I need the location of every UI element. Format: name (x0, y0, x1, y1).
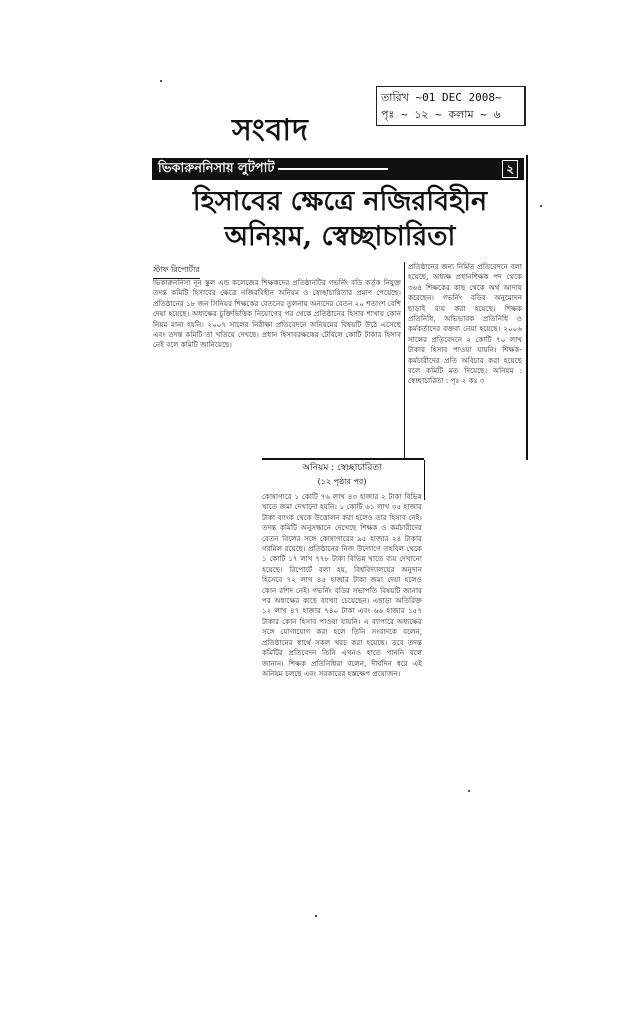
kicker-text: ভিকারুননিসায় লুটপাট (158, 161, 275, 176)
scan-speck (468, 790, 470, 792)
date-stamp (376, 86, 526, 126)
article-headline (160, 184, 520, 254)
scan-speck (315, 915, 317, 917)
continuation-body: কোষাগারে ১ কোটি ৭৬ লাখ ৪৩ হাজার ২ টাকা বিভিন্ন খাতে জমা দেখানো হয়নি। ১ কোটি ৬১ লাখ ৩৫ হাজার টাকা ব্যাংক থেকে উত্তোলন করা হলেও তার হিসাব নেই। তদন্ত কমিটি অনুসন্ধানে দেখেছে শিক্ষক ও কর্মচারীদের বেতন বিলের সঙ্গে কোষাগারের ৯৫ হাজার ২৪ টাকার গরমিল রয়েছে। প্রতিষ্ঠানের নিজ উদ্যোগে তহবিল থেকে ১ কোটি ১৭ লাখ ৭৭৮ টাকা বিভিন্ন খাতে ব্যয় দেখানো হয়েছে। রিপোর্টে বলা হয়, বিশ্ববিদ্যালয়ের অনুদান হিসেবে ৭২ লাখ ৪৫ হাজার টাকা জমা দেয়া হলেও কোন রশিদ নেই। গভর্নিং বডির সভাপতি বিষয়টি জানার পর অধ্যক্ষের কাছে ব্যাখ্যা চেয়েছেন। এছাড়া অতিরিক্ত ১২ লাখ ৪৭ হাজার ৭৪০ টাকা এবং ৬৬ হাজার ১৫৭ টাকার কোন হিসাব পাওয়া যায়নি। এ ব্যাপারে অধ্যক্ষের সঙ্গে যোগাযোগ করা হলে তিনি সংবাদকে বলেন, প্রতিষ্ঠানের স্বার্থে সকল খরচ করা হয়েছে। তবে তদন্ত কমিটির প্রতিবেদন তিনি এখনও হাতে পাননি বলে জানান। শিক্ষক প্রতিনিধিরা বলেন, দীর্ঘদিন ধরে এই অনিয়ম চলছে এবং সরকারের হস্তক্ষেপ প্রয়োজন। (262, 492, 422, 678)
continuation-title: অনিয়ম : স্বেচ্ছাচারিতা (302, 463, 382, 473)
headline-line-2: অনিয়ম, স্বেচ্ছাচারিতা (224, 221, 456, 252)
continuation-heading (262, 462, 422, 488)
kicker-number: ২ (502, 160, 518, 178)
article-column-1: ভিকারুননিসা নূন স্কুল এন্ড কলেজের শিক্ষকদের প্রতিষ্ঠানটির গভর্নিং বডি কর্তৃক নিযুক্ত তদন্ত কমিটি হিসাবের ক্ষেত্রে নজিরবিহীন অনিয়ম ও স্বেচ্ছাচারিতার প্রমাণ পেয়েছে। প্রতিষ্ঠানের ১৮ জন সিনিয়র শিক্ষকের বেতনের তুলনায় অন্যদের বেতন ২০ শতাংশ বেশি দেয়া হয়েছে। অধ্যক্ষের চুক্তিভিত্তিক নিয়োগের পর থেকে প্রতিষ্ঠানের হিসাব শাখায় কোন নিয়ম মানা হয়নি। ২০০৭ সালের নিরীক্ষা প্রতিবেদনে অনিয়মের বিষয়টি উঠে এসেছে এবং তদন্ত কমিটি তা খতিয়ে দেখছে। প্রধান হিসাবরক্ষকের টেবিলে কোটি টাকার হিসাব নেই বলে কমিটি জানিয়েছে। (153, 278, 401, 350)
column-divider (404, 262, 405, 458)
continuation-subtitle: (১২ পৃষ্ঠার পর) (317, 477, 367, 486)
article-kicker (152, 158, 524, 180)
byline: স্টাফ রিপোর্টার (153, 264, 200, 279)
kicker-rule (278, 168, 388, 170)
continuation-rule (262, 458, 424, 460)
article-column-2: প্রতিষ্ঠানের জন্য নির্মিত প্রতিবেদনে বলা হয়েছে, অধ্যক্ষ প্রধানশিক্ষক পদ থেকে ৩৬৪ শিক্ষকের কাছ থেকে অর্থ আদায় করেছেন। গভর্নিং বডির অনুমোদন ছাড়াই ব্যয় করা হয়েছে। শিক্ষক প্রতিনিধি, অভিভাবক প্রতিনিধি ও কর্মকর্তাদের বক্তব্য নেয়া হয়েছে। ২০০৬ সালের প্রতিবেদনে ২ কোটি ৭০ লাখ টাকার হিসাব পাওয়া যায়নি। শিক্ষক-কর্মচারীদের প্রতি অবিচার করা হয়েছে বলে কমিটি মত দিয়েছে। অনিয়ম : স্বেচ্ছাচারিতা : পৃঃ ২ কঃ ৩ (408, 262, 522, 386)
stamp-date-line: তারিখ ~01 DEC 2008~ (381, 91, 502, 104)
continuation-side-rule (424, 460, 425, 500)
headline-line-1: হিসাবের ক্ষেত্রে নজিরবিহীন (192, 186, 488, 217)
scan-speck (540, 205, 542, 207)
scan-speck (160, 80, 162, 82)
newspaper-masthead: সংবাদ (232, 113, 309, 148)
stamp-page-line: পৃঃ ~ ১২ ~ কলাম ~ ৬ (381, 108, 501, 121)
